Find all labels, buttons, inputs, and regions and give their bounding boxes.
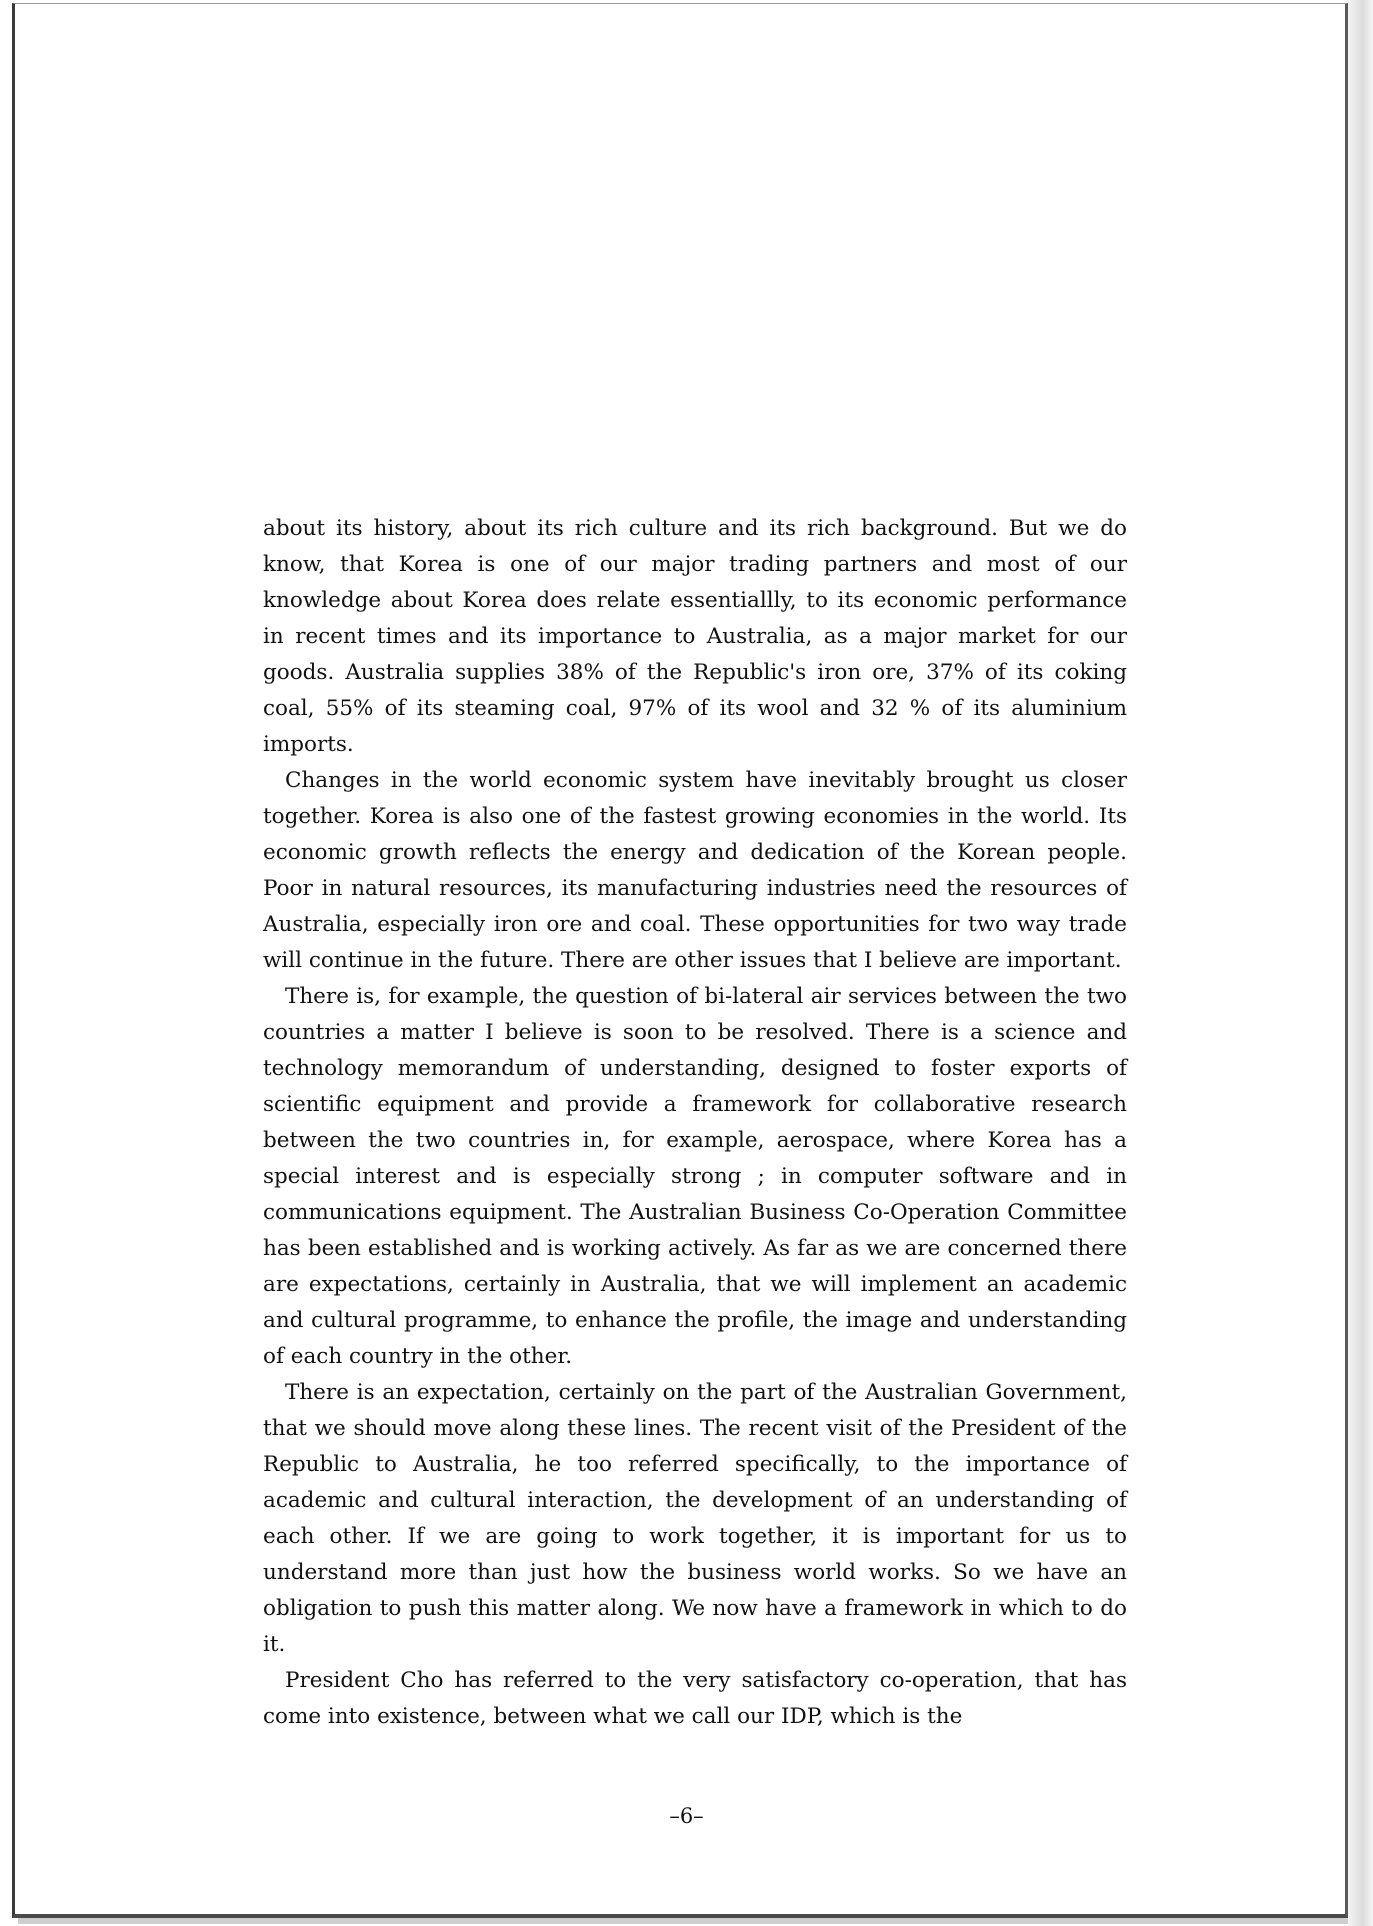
paragraph-5: President Cho has referred to the very satisfactory co-operation, that has come into existence, between what we call our IDP, which is the — [263, 1668, 1127, 1729]
paragraph-1: about its history, about its rich culture and its rich background. But we do know, that Korea is one of our major trading partners and most of our knowledge about Korea does relate essentiallly, to its economic performance in recent times and its importance to Australia, as a major market for our goods. Australia supplies 38% of the Republic's iron ore, 37% of its coking coal, 55% of its steaming coal, 97% of its wool and 32 % of its aluminium imports. — [263, 516, 1127, 757]
paragraph-4: There is an expectation, certainly on the part of the Australian Government, that we should move along these lines. The recent visit of the President of the Republic to Australia, he too referred specifically, to the importance of academic and cultural interaction, the development of an understanding of each other. If we are going to work together, it is important for us to understand more than just how the business world works. So we have an obligation to push this matter along. We now have a framework in which to do it. — [263, 1380, 1127, 1657]
paragraph-2: Changes in the world economic system have inevitably brought us closer together. Korea is also one of the fastest growing economies in the world. Its economic growth reflects the energy and dedication of the Korean people. Poor in natural resources, its manufacturing industries need the resources of Australia, especially iron ore and coal. These opportunities for two way trade will continue in the future. There are other issues that I believe are important. — [263, 768, 1127, 973]
page-number: –6– — [669, 1804, 704, 1828]
paragraph-3: There is, for example, the question of bi-lateral air services between the two countries a matter I believe is soon to be resolved. There is a science and technology memorandum of understanding, designed to foster exports of scientific equipment and provide a framework for collaborative research between the two countries in, for example, aerospace, where Korea has a special interest and is especially strong ; in computer software and in communications equipment. The Australian Business Co-Operation Committee has been established and is working actively. As far as we are concerned there are expectations, certainly in Australia, that we will implement an academic and cultural programme, to enhance the profile, the image and understanding of each country in the other. — [263, 984, 1127, 1369]
body-text — [263, 511, 1127, 1735]
page-edge-shadow — [1348, 0, 1373, 1926]
